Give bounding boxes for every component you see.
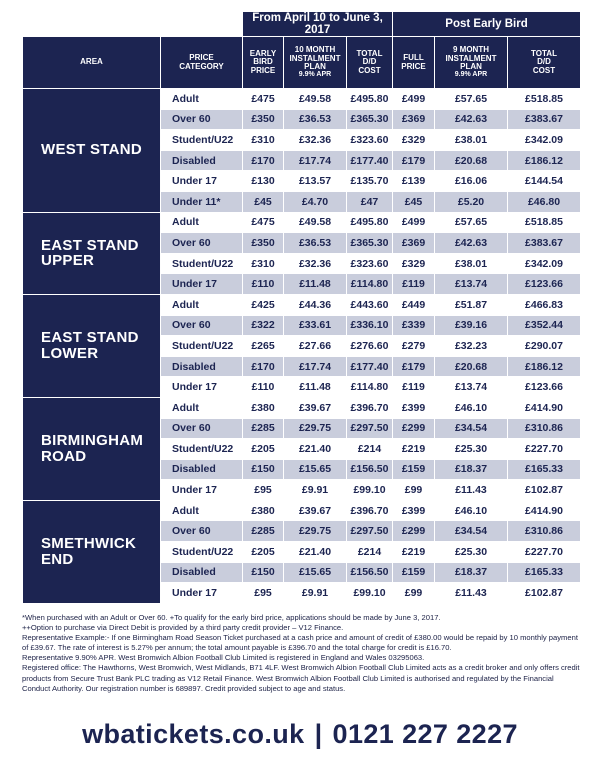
season-ticket-price-table	[22, 11, 581, 604]
cell-full-price: £219	[393, 439, 435, 460]
cell-total-dd-cost-post: £310.86	[508, 418, 581, 439]
cell-early-bird-price: £285	[243, 521, 284, 542]
cell-10-month-plan: £9.91	[284, 583, 347, 604]
cell-total-dd-cost-post: £290.07	[508, 336, 581, 357]
cell-early-bird-price: £150	[243, 562, 284, 583]
area-name: SMETHWICK END	[23, 500, 161, 603]
col-total-dd-post-header-line: TOTAL	[531, 48, 557, 58]
cell-9-month-plan: £34.54	[435, 521, 508, 542]
area-name: WEST STAND	[23, 89, 161, 213]
cell-10-month-plan: £33.61	[284, 315, 347, 336]
cell-total-dd-cost-post: £227.70	[508, 439, 581, 460]
price-category: Student/U22	[161, 253, 243, 274]
cell-10-month-plan: £39.67	[284, 397, 347, 418]
col-early-bird-header	[243, 37, 284, 89]
price-category: Student/U22	[161, 439, 243, 460]
cell-total-dd-cost-post: £518.85	[508, 89, 581, 110]
cell-full-price: £219	[393, 542, 435, 563]
cell-total-dd-cost: £177.40	[347, 356, 393, 377]
col-9-month-plan-header-line: PLAN	[460, 62, 482, 72]
col-10-month-plan-header-line: 10 MONTH	[294, 45, 336, 55]
cell-early-bird-price: £205	[243, 542, 284, 563]
price-category: Under 17	[161, 274, 243, 295]
price-category: Disabled	[161, 459, 243, 480]
cell-total-dd-cost: £323.60	[347, 130, 393, 151]
cell-total-dd-cost-post: £102.87	[508, 583, 581, 604]
cell-total-dd-cost-post: £46.80	[508, 191, 581, 212]
col-total-dd-header-line: TOTAL	[356, 48, 383, 58]
price-category: Adult	[161, 397, 243, 418]
cell-early-bird-price: £285	[243, 418, 284, 439]
cell-full-price: £399	[393, 500, 435, 521]
cell-9-month-plan: £25.30	[435, 439, 508, 460]
website-link[interactable]: wbatickets.co.uk	[82, 719, 305, 749]
cell-10-month-plan: £29.75	[284, 521, 347, 542]
price-category: Disabled	[161, 150, 243, 171]
contact-separator: |	[314, 719, 323, 749]
cell-early-bird-price: £350	[243, 233, 284, 254]
cell-full-price: £399	[393, 397, 435, 418]
apr-label: 9.9% APR	[454, 71, 488, 79]
cell-total-dd-cost: £135.70	[347, 171, 393, 192]
col-early-bird-header-line: EARLY	[249, 48, 277, 58]
price-category: Over 60	[161, 109, 243, 130]
cell-total-dd-cost: £47	[347, 191, 393, 212]
cell-total-dd-cost: £495.80	[347, 89, 393, 110]
price-category: Adult	[161, 212, 243, 233]
cell-total-dd-cost-post: £165.33	[508, 562, 581, 583]
cell-early-bird-price: £95	[243, 583, 284, 604]
cell-total-dd-cost: £323.60	[347, 253, 393, 274]
header-blank	[23, 12, 243, 37]
price-category: Over 60	[161, 315, 243, 336]
price-category: Student/U22	[161, 542, 243, 563]
price-category: Under 17	[161, 171, 243, 192]
cell-9-month-plan: £46.10	[435, 500, 508, 521]
cell-full-price: £179	[393, 356, 435, 377]
cell-early-bird-price: £170	[243, 356, 284, 377]
cell-full-price: £369	[393, 233, 435, 254]
cell-full-price: £45	[393, 191, 435, 212]
cell-10-month-plan: £36.53	[284, 233, 347, 254]
cell-full-price: £119	[393, 377, 435, 398]
cell-10-month-plan: £11.48	[284, 377, 347, 398]
cell-early-bird-price: £475	[243, 89, 284, 110]
table-row	[23, 397, 581, 418]
cell-9-month-plan: £13.74	[435, 274, 508, 295]
cell-10-month-plan: £9.91	[284, 480, 347, 501]
cell-10-month-plan: £44.36	[284, 294, 347, 315]
cell-total-dd-cost: £214	[347, 439, 393, 460]
cell-early-bird-price: £110	[243, 377, 284, 398]
price-category: Over 60	[161, 418, 243, 439]
cell-total-dd-cost-post: £383.67	[508, 233, 581, 254]
cell-9-month-plan: £51.87	[435, 294, 508, 315]
cell-total-dd-cost-post: £102.87	[508, 480, 581, 501]
table-row	[23, 212, 581, 233]
cell-9-month-plan: £39.16	[435, 315, 508, 336]
footnote-line: *When purchased with an Adult or Over 60. +To qualify for the early bird price, applications should be made by June 3, 2017.	[22, 613, 441, 622]
cell-early-bird-price: £475	[243, 212, 284, 233]
price-category: Adult	[161, 500, 243, 521]
cell-early-bird-price: £110	[243, 274, 284, 295]
cell-total-dd-cost: £114.80	[347, 377, 393, 398]
cell-9-month-plan: £13.74	[435, 377, 508, 398]
cell-10-month-plan: £39.67	[284, 500, 347, 521]
col-9-month-plan-header-line: 9 MONTH	[453, 45, 489, 55]
col-9-month-plan-header	[435, 37, 508, 89]
footnote-line: ++Option to purchase via Direct Debit is provided by a third party credit provider – V12 Finance.	[22, 623, 344, 633]
cell-total-dd-cost-post: £123.66	[508, 377, 581, 398]
cell-total-dd-cost: £365.30	[347, 233, 393, 254]
cell-full-price: £449	[393, 294, 435, 315]
footnotes	[22, 613, 582, 694]
cell-9-month-plan: £5.20	[435, 191, 508, 212]
cell-full-price: £99	[393, 583, 435, 604]
cell-9-month-plan: £46.10	[435, 397, 508, 418]
area-name: BIRMINGHAM ROAD	[23, 397, 161, 500]
cell-full-price: £279	[393, 336, 435, 357]
cell-full-price: £299	[393, 418, 435, 439]
price-category: Under 17	[161, 583, 243, 604]
cell-9-month-plan: £18.37	[435, 459, 508, 480]
cell-early-bird-price: £380	[243, 500, 284, 521]
cell-total-dd-cost: £365.30	[347, 109, 393, 130]
cell-9-month-plan: £38.01	[435, 130, 508, 151]
cell-total-dd-cost-post: £186.12	[508, 356, 581, 377]
cell-full-price: £139	[393, 171, 435, 192]
col-10-month-plan-header-line: INSTALMENT	[289, 53, 341, 63]
cell-total-dd-cost: £156.50	[347, 562, 393, 583]
cell-total-dd-cost-post: £342.09	[508, 253, 581, 274]
table-row	[23, 500, 581, 521]
cell-early-bird-price: £170	[243, 150, 284, 171]
cell-full-price: £179	[393, 150, 435, 171]
cell-full-price: £499	[393, 212, 435, 233]
price-category: Under 17	[161, 377, 243, 398]
cell-total-dd-cost: £99.10	[347, 480, 393, 501]
cell-total-dd-cost: £443.60	[347, 294, 393, 315]
cell-10-month-plan: £49.58	[284, 89, 347, 110]
cell-10-month-plan: £4.70	[284, 191, 347, 212]
col-total-dd-header-line: D/D	[362, 57, 377, 67]
cell-full-price: £499	[393, 89, 435, 110]
cell-total-dd-cost-post: £165.33	[508, 459, 581, 480]
col-total-dd-post-header-line: D/D	[537, 57, 551, 67]
col-total-dd-header-line: COST	[358, 65, 381, 75]
cell-10-month-plan: £49.58	[284, 212, 347, 233]
cell-early-bird-price: £322	[243, 315, 284, 336]
cell-total-dd-cost-post: £310.86	[508, 521, 581, 542]
cell-9-month-plan: £42.63	[435, 109, 508, 130]
col-category-header-line: PRICE	[189, 53, 214, 63]
price-category: Under 17	[161, 480, 243, 501]
col-10-month-plan-header-line: PLAN	[304, 62, 326, 72]
cell-total-dd-cost: £177.40	[347, 150, 393, 171]
cell-9-month-plan: £32.23	[435, 336, 508, 357]
cell-9-month-plan: £11.43	[435, 583, 508, 604]
cell-total-dd-cost: £156.50	[347, 459, 393, 480]
cell-total-dd-cost-post: £227.70	[508, 542, 581, 563]
cell-total-dd-cost-post: £383.67	[508, 109, 581, 130]
cell-9-month-plan: £11.43	[435, 480, 508, 501]
cell-early-bird-price: £425	[243, 294, 284, 315]
col-total-dd-post-header-line: COST	[532, 65, 556, 75]
cell-total-dd-cost: £495.80	[347, 212, 393, 233]
cell-10-month-plan: £32.36	[284, 253, 347, 274]
apr-label: 9.9% APR	[298, 71, 332, 79]
cell-total-dd-cost-post: £466.83	[508, 294, 581, 315]
col-full-price-header-line: FULL	[403, 53, 424, 63]
price-category: Adult	[161, 89, 243, 110]
table-row	[23, 89, 581, 110]
col-full-price-header-line: PRICE	[401, 61, 426, 71]
col-full-price-header	[393, 37, 435, 89]
col-category-header	[161, 37, 243, 89]
cell-early-bird-price: £265	[243, 336, 284, 357]
cell-total-dd-cost: £114.80	[347, 274, 393, 295]
cell-total-dd-cost-post: £144.54	[508, 171, 581, 192]
cell-10-month-plan: £21.40	[284, 439, 347, 460]
cell-10-month-plan: £27.66	[284, 336, 347, 357]
cell-10-month-plan: £13.57	[284, 171, 347, 192]
cell-9-month-plan: £34.54	[435, 418, 508, 439]
cell-10-month-plan: £29.75	[284, 418, 347, 439]
cell-early-bird-price: £350	[243, 109, 284, 130]
cell-total-dd-cost: £297.50	[347, 418, 393, 439]
cell-total-dd-cost: £297.50	[347, 521, 393, 542]
cell-full-price: £329	[393, 253, 435, 274]
cell-full-price: £99	[393, 480, 435, 501]
cell-9-month-plan: £20.68	[435, 356, 508, 377]
cell-10-month-plan: £15.65	[284, 459, 347, 480]
price-category: Disabled	[161, 562, 243, 583]
price-category: Disabled	[161, 356, 243, 377]
cell-total-dd-cost-post: £518.85	[508, 212, 581, 233]
contact-bar	[0, 719, 600, 755]
cell-10-month-plan: £36.53	[284, 109, 347, 130]
cell-full-price: £329	[393, 130, 435, 151]
price-category: Student/U22	[161, 336, 243, 357]
cell-full-price: £159	[393, 459, 435, 480]
cell-9-month-plan: £20.68	[435, 150, 508, 171]
cell-10-month-plan: £32.36	[284, 130, 347, 151]
col-early-bird-header-line: PRICE	[250, 65, 276, 75]
footnote-line: Representative 9.90% APR. West Bromwich Albion Football Club Limited is registered in England and Wales 03295063.	[22, 653, 425, 663]
col-total-dd-post-header	[508, 37, 581, 89]
cell-full-price: £299	[393, 521, 435, 542]
col-early-bird-header-line: BIRD	[253, 57, 273, 67]
cell-early-bird-price: £205	[243, 439, 284, 460]
col-area-header-line: AREA	[80, 57, 103, 67]
price-category: Over 60	[161, 521, 243, 542]
cell-total-dd-cost-post: £414.90	[508, 500, 581, 521]
price-category: Adult	[161, 294, 243, 315]
cell-early-bird-price: £150	[243, 459, 284, 480]
cell-total-dd-cost: £396.70	[347, 397, 393, 418]
cell-10-month-plan: £11.48	[284, 274, 347, 295]
cell-9-month-plan: £18.37	[435, 562, 508, 583]
cell-early-bird-price: £45	[243, 191, 284, 212]
footnote-line: Representative Example:- If one Birmingham Road Season Ticket purchased at a cash price and amount of credit of £380.00 would be repaid by 10 monthly payment of £39.67. The rate of interest is 5.27% per annum; the total amount payable is £396.70 and the total charge for credit is £16.70.	[22, 633, 578, 653]
cell-9-month-plan: £57.65	[435, 212, 508, 233]
cell-total-dd-cost-post: £186.12	[508, 150, 581, 171]
cell-9-month-plan: £25.30	[435, 542, 508, 563]
col-category-header-line: CATEGORY	[179, 61, 224, 71]
cell-10-month-plan: £15.65	[284, 562, 347, 583]
phone-number[interactable]: 0121 227 2227	[332, 719, 518, 749]
cell-early-bird-price: £95	[243, 480, 284, 501]
cell-full-price: £369	[393, 109, 435, 130]
cell-early-bird-price: £310	[243, 253, 284, 274]
early-bird-period-header: From April 10 to June 3, 2017	[243, 12, 393, 37]
cell-total-dd-cost: £99.10	[347, 583, 393, 604]
col-10-month-plan-header	[284, 37, 347, 89]
cell-early-bird-price: £130	[243, 171, 284, 192]
cell-9-month-plan: £38.01	[435, 253, 508, 274]
cell-total-dd-cost-post: £342.09	[508, 130, 581, 151]
cell-9-month-plan: £16.06	[435, 171, 508, 192]
price-category: Student/U22	[161, 130, 243, 151]
footnote-line: Registered office: The Hawthorns, West Bromwich, West Midlands, B71 4LF. West Bromwich Albion Football Club Limited acts as a credit broker and only offers credit products from Secure Trust Bank PLC trading as V12 Retail Finance. West Bromwich Albion Football Club Limited is authorised and regulated by the Financial Conduct Authority. Our registration number is 689897. Credit provided subject to age and status.	[22, 663, 580, 693]
col-9-month-plan-header-line: INSTALMENT	[445, 53, 497, 63]
price-category: Under 11*	[161, 191, 243, 212]
cell-early-bird-price: £310	[243, 130, 284, 151]
cell-total-dd-cost: £336.10	[347, 315, 393, 336]
table-row	[23, 294, 581, 315]
cell-9-month-plan: £57.65	[435, 89, 508, 110]
col-area-header	[23, 37, 161, 89]
cell-10-month-plan: £17.74	[284, 150, 347, 171]
cell-full-price: £159	[393, 562, 435, 583]
cell-10-month-plan: £21.40	[284, 542, 347, 563]
cell-full-price: £119	[393, 274, 435, 295]
cell-early-bird-price: £380	[243, 397, 284, 418]
cell-9-month-plan: £42.63	[435, 233, 508, 254]
cell-total-dd-cost-post: £123.66	[508, 274, 581, 295]
area-name: EAST STAND LOWER	[23, 294, 161, 397]
cell-total-dd-cost-post: £414.90	[508, 397, 581, 418]
cell-total-dd-cost-post: £352.44	[508, 315, 581, 336]
cell-total-dd-cost: £276.60	[347, 336, 393, 357]
cell-total-dd-cost: £396.70	[347, 500, 393, 521]
col-total-dd-header	[347, 37, 393, 89]
cell-total-dd-cost: £214	[347, 542, 393, 563]
post-early-bird-header: Post Early Bird	[393, 12, 581, 37]
price-category: Over 60	[161, 233, 243, 254]
cell-10-month-plan: £17.74	[284, 356, 347, 377]
cell-full-price: £339	[393, 315, 435, 336]
area-name: EAST STAND UPPER	[23, 212, 161, 294]
